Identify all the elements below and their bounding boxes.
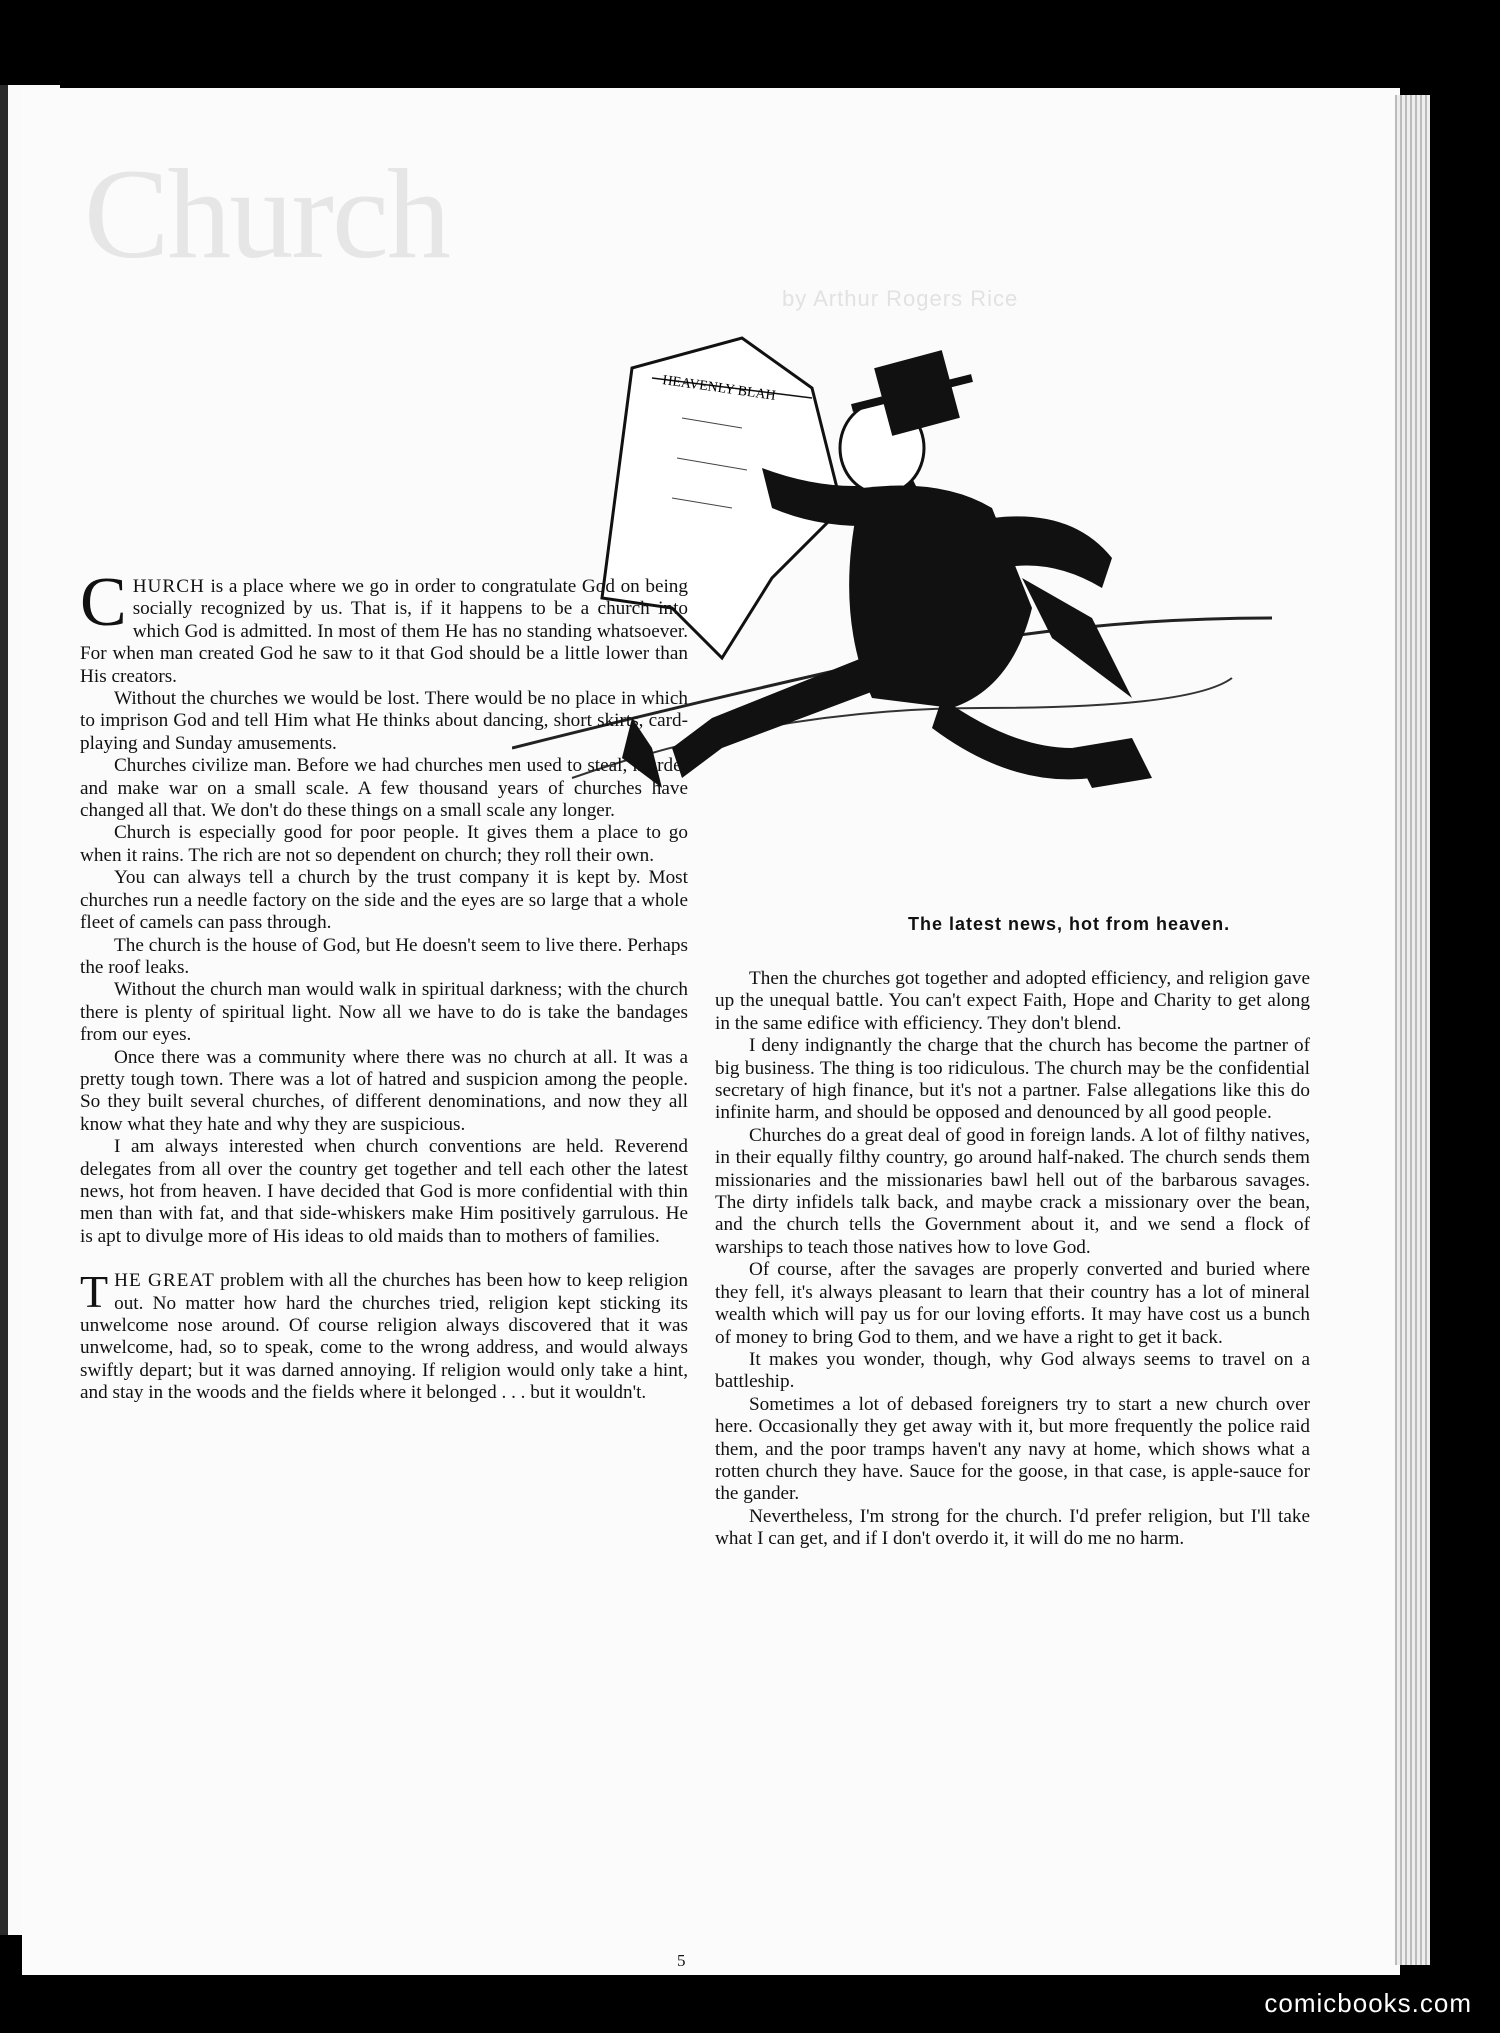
- page-stack-edge: [1395, 95, 1430, 1965]
- paragraph: Sometimes a lot of debased foreigners try to start a new church over here. Occasionally they get away with it, but more frequently the police raid them, and the poor tramps haven't any navy at home, which shows what a rotten church they have. Sauce for the goose, in that case, is apple-sauce for the gander.: [715, 1393, 1310, 1505]
- page-number: 5: [677, 1951, 686, 1970]
- paragraph: Without the church man would walk in spiritual darkness; with the church there is plenty of spiritual light. Now all we have to do is take the bandages from our eyes.: [80, 979, 688, 1046]
- paragraph: CHURCH is a place where we go in order to congratulate God on being socially recognized by us. That is, if it happens to be a church into which God is admitted. In most of them He has no standing whatsoever. For when man created God he saw to it that God should be a little lower than His creators.: [80, 564, 688, 687]
- binding-shadow: [0, 85, 8, 1935]
- paragraph: Then the churches got together and adopted efficiency, and religion gave up the unequal battle. You can't expect Faith, Hope and Charity to get along in the same edifice with efficiency. They don't blend.: [715, 968, 1310, 1034]
- paragraph: THE GREAT problem with all the churches has been how to keep religion out. No matter how hard the churches tried, religion kept sticking its unwelcome nose around. Of course religion always discovered that it was unwelcome, had, so to speak, come to the wrong address, and would always swiftly depart; but it was darned annoying. If religion would only take a hint, and stay in the woods and the fields where it belonged . . . but it wouldn't.: [80, 1266, 688, 1404]
- paragraph: I am always interested when church conventions are held. Reverend delegates from all over the country get together and tell each other the latest news, hot from heaven. I have decided that God is more confidential with thin men than with fat, and that side-whiskers make Him positively garrulous. He is apt to divulge more of His ideas to old maids than to mothers of families.: [80, 1136, 688, 1247]
- paragraph: I deny indignantly the charge that the church has become the partner of big business. The thing is too ridiculous. The church may be the confidential secretary of high finance, but it's not a partner. False allegations like this do infinite harm, and should be opposed and denounced by all good people.: [715, 1035, 1310, 1124]
- drop-cap: T: [80, 1266, 109, 1318]
- paragraph: Churches civilize man. Before we had churches men used to steal, murder and make war on a small scale. A few thousand years of churches have changed all that. We don't do these things on a small scale any longer.: [80, 755, 688, 822]
- magazine-page: [22, 88, 1400, 1975]
- paragraph: Once there was a community where there was no church at all. It was a pretty tough town. There was a lot of hatred and suspicion among the people. So they built several churches, of different denominations, and now they all know what they hate and why they are suspicious.: [80, 1046, 688, 1135]
- paragraph: Church is especially good for poor people. It gives them a place to go when it rains. The rich are not so dependent on church; they roll their own.: [80, 822, 688, 866]
- newspaper-banner: HEAVENLY BLAH: [661, 373, 777, 404]
- article-column-right: [715, 968, 1310, 1551]
- byline: by Arthur Rogers Rice: [782, 286, 1019, 311]
- illustration-caption: The latest news, hot from heaven.: [908, 914, 1231, 934]
- article-column-left: [80, 564, 688, 1405]
- paragraph: The church is the house of God, but He doesn't seem to live there. Perhaps the roof leaks.: [80, 934, 688, 978]
- paragraph: Without the churches we would be lost. There would be no place in which to imprison God and tell Him what He thinks about dancing, short skirts, card-playing and Sunday amusements.: [80, 688, 688, 754]
- drop-cap: C: [80, 564, 127, 641]
- paragraph: You can always tell a church by the trust company it is kept by. Most churches run a needle factory on the side and the eyes are so large that a whole fleet of camels can pass through.: [80, 867, 688, 934]
- paragraph: Of course, after the savages are properly converted and buried where they fell, it's always pleasant to learn that their country has a lot of mineral wealth which will pay us for our loving efforts. It may have cost us a bunch of money to bring God to them, and we have a right to get it back.: [715, 1259, 1310, 1348]
- headline: Church: [84, 143, 449, 285]
- paragraph: Nevertheless, I'm strong for the church. I'd prefer religion, but I'll take what I can get, and if I don't overdo it, it will do me no harm.: [715, 1505, 1310, 1550]
- paragraph: It makes you wonder, though, why God always seems to travel on a battleship.: [715, 1348, 1310, 1393]
- paragraph: Churches do a great deal of good in foreign lands. A lot of filthy natives, in their equally filthy country, go around half-naked. The church sends them missionaries and the missionaries bawl hell out of the barbarous savages. The dirty infidels talk back, and maybe crack a missionary over the bean, and the church tells the Government about it, and we send a flock of warships to teach those natives how to love God.: [715, 1124, 1310, 1258]
- watermark: comicbooks.com: [1264, 1988, 1472, 2018]
